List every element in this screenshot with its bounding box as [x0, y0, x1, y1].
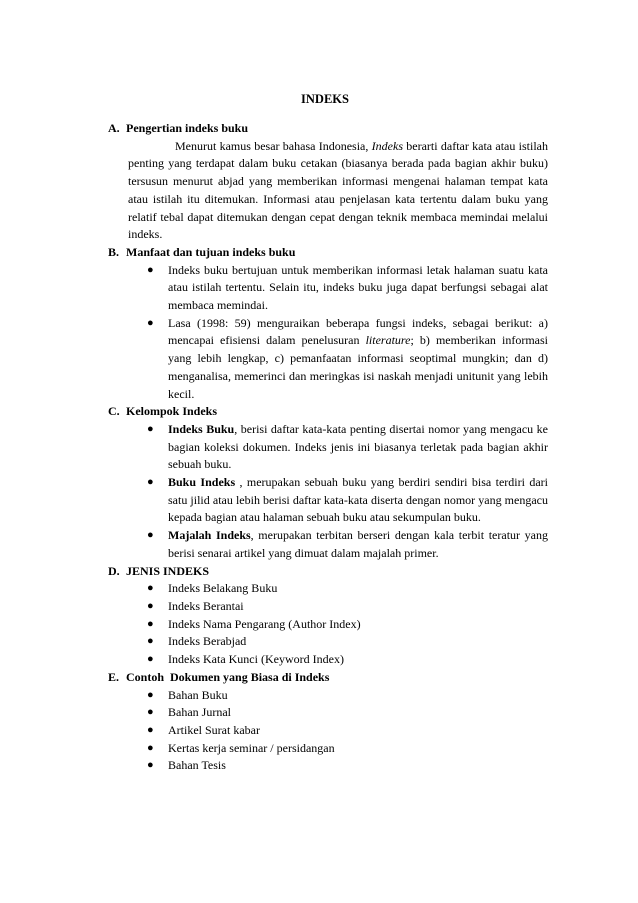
list-item-text: Indeks Berabjad	[168, 634, 247, 649]
section-a-paragraph	[128, 138, 548, 244]
list-item	[108, 421, 548, 474]
section-d-list	[108, 580, 548, 669]
list-item	[108, 616, 548, 634]
page-title: INDEKS	[301, 92, 349, 106]
list-item-term: Majalah Indeks	[168, 528, 251, 543]
list-item	[108, 580, 548, 598]
list-item	[108, 527, 548, 562]
bullet-icon: ●	[147, 476, 154, 489]
section-c-heading	[108, 403, 548, 421]
section-c	[108, 403, 548, 562]
bullet-icon: ●	[147, 723, 154, 736]
list-item	[108, 651, 548, 669]
list-item-text: Bahan Buku	[168, 687, 228, 702]
list-item-text: Artikel Surat kabar	[168, 722, 260, 737]
section-b-heading	[108, 244, 548, 262]
section-e-list	[108, 687, 548, 776]
list-item	[108, 687, 548, 705]
section-a	[108, 120, 548, 244]
section-a-title: Pengertian indeks buku	[126, 121, 249, 135]
document-body	[108, 120, 548, 775]
list-item-text: Kertas kerja seminar / persidangan	[168, 740, 335, 755]
list-item-text: Indeks Kata Kunci (Keyword Index)	[168, 652, 344, 667]
section-a-heading	[108, 120, 548, 138]
list-item-text: , merupakan terbitan berseri dengan kala terbit teratur yang berisi senarai artikel yang dimuat dalam majalah primer.	[168, 528, 548, 560]
bullet-icon: ●	[147, 422, 154, 435]
section-e-letter: E.	[108, 669, 120, 684]
bullet-icon: ●	[147, 617, 154, 630]
list-item-text: Indeks Belakang Buku	[168, 581, 278, 596]
list-item-text: Indeks Nama Pengarang (Author Index)	[168, 616, 361, 631]
list-item-text: Bahan Jurnal	[168, 705, 231, 720]
section-d	[108, 563, 548, 669]
list-item	[108, 633, 548, 651]
list-item-text: Indeks buku bertujuan untuk memberikan informasi letak halaman suatu kata atau istilah tertentu. Selain itu, indeks buku juga dapat berfungsi sebagai alat membaca memindai.	[168, 262, 548, 313]
section-c-letter: C.	[108, 404, 120, 419]
bullet-icon: ●	[147, 741, 154, 754]
bullet-icon: ●	[147, 635, 154, 648]
bullet-icon: ●	[147, 582, 154, 595]
bullet-icon: ●	[147, 316, 154, 329]
bullet-icon: ●	[147, 688, 154, 701]
section-b-list	[108, 262, 548, 404]
section-e-title: Contoh Dokumen yang Biasa di Indeks	[126, 669, 330, 684]
list-item-text: Indeks Berantai	[168, 598, 244, 613]
bullet-icon: ●	[147, 653, 154, 666]
section-a-text-2: berarti daftar kata atau istilah penting yang terdapat dalam buku cetakan (biasanya berada pada bagian akhir buku) tersusun menurut abjad yang memberikan informasi mengenai halaman tempat kata atau istilah itu ditemukan. Informasi atau penjelasan kata tertentu dalam buku yang relatif tebal dapat ditemukan dengan cepat dengan teknik membaca memindai melalui indeks.	[128, 138, 548, 242]
section-c-title: Kelompok Indeks	[126, 404, 218, 419]
list-item	[108, 722, 548, 740]
list-item-text: Lasa (1998: 59) menguraikan beberapa fungsi indeks, sebagai berikut: a) mencapai efisiensi dalam penelusuran	[168, 315, 548, 348]
bullet-icon: ●	[147, 706, 154, 719]
section-b	[108, 244, 548, 403]
bullet-icon: ●	[147, 759, 154, 772]
section-e-heading	[108, 669, 548, 687]
list-item-italic-term: literature	[365, 333, 411, 348]
list-item	[108, 740, 548, 758]
list-item	[108, 704, 548, 722]
section-e	[108, 669, 548, 775]
list-item	[108, 757, 548, 775]
bullet-icon: ●	[147, 263, 154, 276]
list-item	[108, 262, 548, 315]
section-a-letter: A.	[108, 121, 120, 135]
bullet-icon: ●	[147, 529, 154, 542]
section-d-letter: D.	[108, 563, 120, 578]
section-b-title: Manfaat dan tujuan indeks buku	[126, 244, 296, 259]
section-d-title: JENIS INDEKS	[126, 563, 210, 578]
list-item	[108, 315, 548, 404]
section-a-text-1: Menurut kamus besar bahasa Indonesia,	[175, 138, 372, 153]
list-item-term: Buku Indeks	[168, 475, 236, 490]
section-c-list	[108, 421, 548, 563]
list-item-text: ; b) memberikan informasi yang lebih lengkap, c) pemanfaatan informasi seoptimal mungkin; dan d) menganalisa, memerinci dan meringkas isi naskah menjadi unitunit yang lebih kecil.	[168, 333, 548, 401]
section-d-heading	[108, 563, 548, 581]
section-b-letter: B.	[108, 244, 120, 259]
list-item	[108, 474, 548, 527]
list-item-text: , merupakan sebuah buku yang berdiri sendiri bisa terdiri dari satu jilid atau lebih berisi daftar kata-kata diserta dengan nomor yang mengacu kepada bagian atau halaman sebuah buku atau sekumpulan buku.	[168, 475, 548, 525]
section-a-italic-term: Indeks	[371, 138, 403, 153]
bullet-icon: ●	[147, 599, 154, 612]
list-item-text: Bahan Tesis	[168, 758, 226, 773]
list-item-term: Indeks Buku	[168, 421, 235, 436]
list-item	[108, 598, 548, 616]
list-item-text: , berisi daftar kata-kata penting disertai nomor yang mengacu ke bagian koleksi dokumen. Indeks jenis ini biasanya terletak pada bagian akhir sebuah buku.	[168, 421, 549, 472]
